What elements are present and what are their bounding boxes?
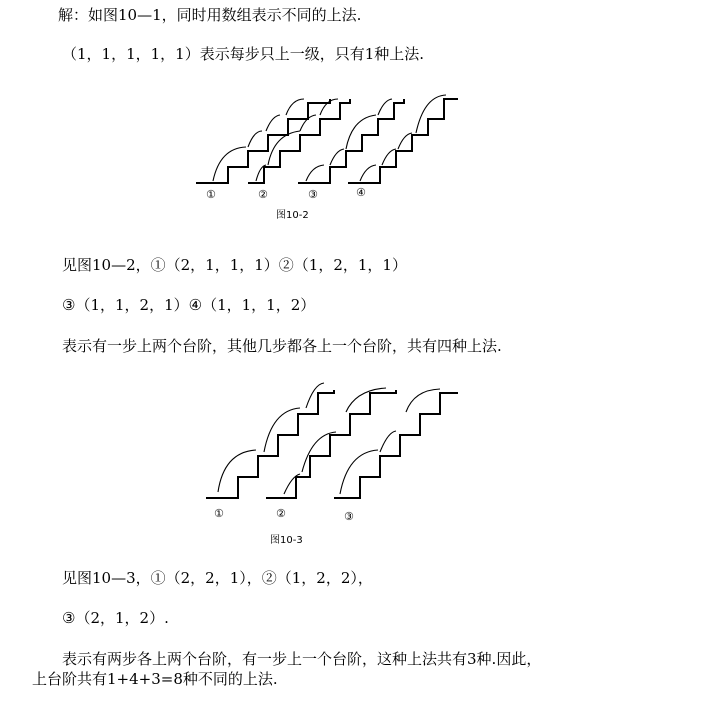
fig2-staircase-1 [206,383,334,498]
fig2-staircase-3 [334,389,458,498]
four-ways-summary: 表示有一步上两个台阶，其他几步都各上一个台阶，共有四种上法. [62,337,502,355]
fig1-label-4: ④ [356,186,366,199]
fig2-label-3: ③ [344,510,354,523]
fig1-label-1: ① [206,188,216,201]
staircase-4 [348,95,458,183]
staircase-3 [298,99,404,183]
fig3-description: 见图10—3，①（2，2，1），②（1，2，2）， [62,569,373,587]
fig1-label-2: ② [258,188,268,201]
final-answer: 上台阶共有1+4+3=8种不同的上法. [32,670,278,688]
fig2-staircase-2 [266,388,396,498]
case-all-single: （1，1，1，1，1）表示每步只上一级，只有1种上法. [62,45,425,63]
fig2-description: 见图10—2，①（2，1，1，1）②（1，2，1，1） [62,256,407,274]
solution-intro: 解：如图10—1，同时用数组表示不同的上法. [58,6,362,24]
staircase-2 [248,99,350,183]
fig2-description-cont: ③（1，1，2，1）④（1，1，1，2） [62,296,316,314]
figure-10-3-caption: 图10-3 [270,535,303,546]
figure-10-2-caption: 图10-2 [276,210,309,221]
three-ways-summary: 表示有两步各上两个台阶，有一步上一个台阶，这种上法共有3种.因此， [62,650,542,668]
fig1-label-3: ③ [308,188,318,201]
fig3-description-cont: ③（2，1，2）. [62,609,169,627]
fig2-label-1: ① [214,507,224,520]
fig2-label-2: ② [276,507,286,520]
